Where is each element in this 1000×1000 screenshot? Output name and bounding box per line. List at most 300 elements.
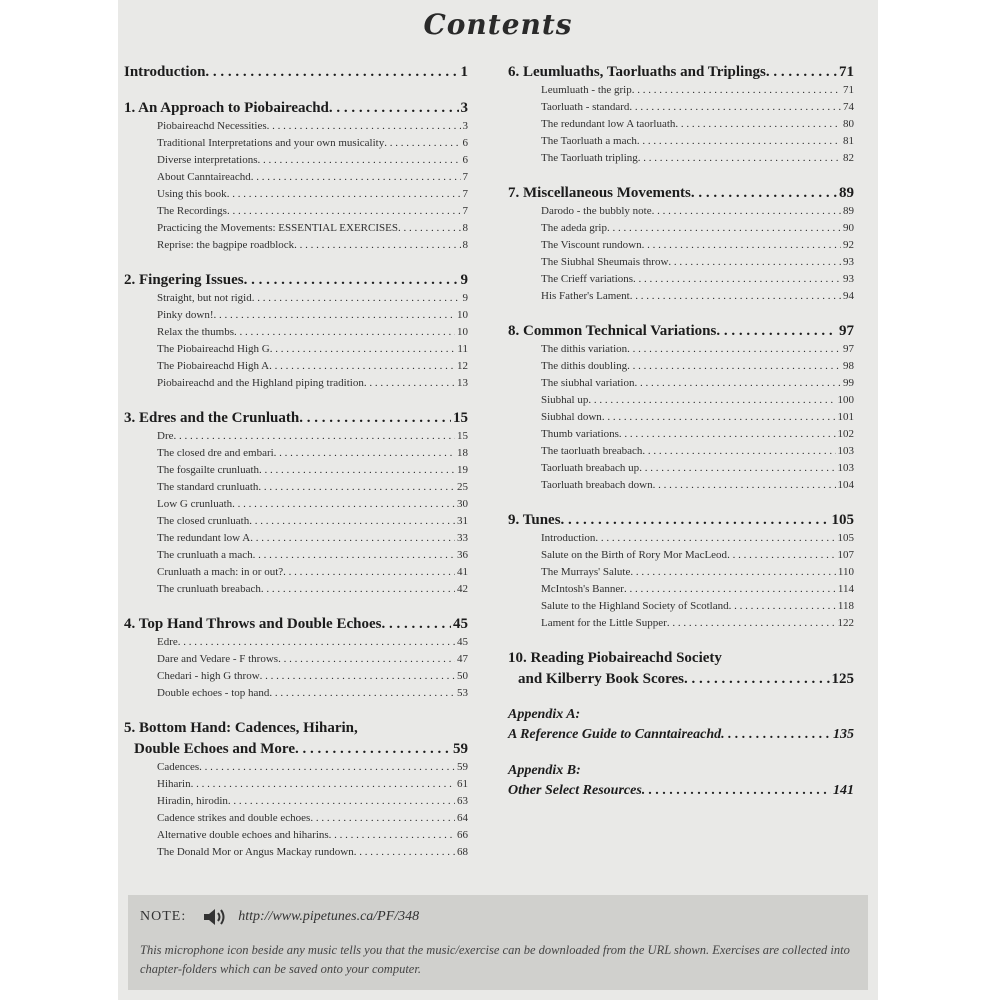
entry-label: The dithis variation [541,343,628,355]
leader-dots [627,341,841,358]
entry-label: His Father's Lament [541,290,630,302]
entry-page: 8 [462,222,468,234]
entry-page: 80 [843,118,854,130]
leader-dots [227,186,461,203]
right-column [508,62,854,817]
toc-entry[interactable] [157,307,468,324]
section-heading[interactable] [124,739,468,759]
entry-list [541,530,854,632]
leader-dots [261,581,455,598]
entry-page: 81 [843,135,854,147]
toc-entry[interactable] [157,375,468,392]
toc-entry[interactable] [541,254,854,271]
entry-page: 41 [457,566,468,578]
leader-dots [642,237,841,254]
leader-dots [354,844,455,861]
toc-section [124,718,468,861]
entry-page: 102 [837,428,854,440]
entry-page: 10 [457,309,468,321]
toc-entry[interactable] [541,150,854,167]
entry-page: 13 [457,377,468,389]
toc-entry[interactable] [157,651,468,668]
toc-entry[interactable] [541,99,854,116]
toc-entry[interactable] [157,496,468,513]
entry-page: 90 [843,222,854,234]
section-title: 2. Fingering Issues [124,272,244,288]
entry-page: 47 [457,653,468,665]
toc-entry[interactable] [541,530,854,547]
entry-label: Cadences [157,761,200,773]
toc-entry[interactable] [157,776,468,793]
toc-entry[interactable] [157,530,468,547]
section-title: 3. Edres and the Crunluath [124,410,300,426]
entry-page: 33 [457,532,468,544]
leader-dots [381,614,451,634]
entry-label: Salute to the Highland Society of Scotland [541,600,729,612]
entry-page: 122 [837,617,854,629]
toc-entry[interactable] [541,409,854,426]
toc-entry[interactable] [541,547,854,564]
toc-entry[interactable] [157,685,468,702]
toc-entry[interactable] [157,324,468,341]
leader-dots [214,307,455,324]
leader-dots [227,203,461,220]
entry-label: The Crieff variations [541,273,634,285]
leader-dots [234,324,455,341]
leader-dots [384,135,460,152]
appendix-heading[interactable] [508,725,854,745]
leader-dots [283,564,455,581]
section-page: 141 [833,783,854,798]
toc-section [508,648,854,689]
entry-label: The crunluath breabach [157,583,261,595]
toc-entry[interactable] [157,564,468,581]
toc-entry[interactable] [157,581,468,598]
leader-dots [269,685,455,702]
entry-page: 103 [837,445,854,457]
entry-label: The Taorluath a mach [541,135,637,147]
entry-label: Practicing the Movements: ESSENTIAL EXERCISES [157,222,398,234]
entry-label: Siubhal up [541,394,589,406]
page-title: Contents [423,8,573,41]
toc-entry[interactable] [157,462,468,479]
entry-page: 99 [843,377,854,389]
entry-page: 110 [837,566,854,578]
section-page: 97 [839,323,854,339]
toc-entry[interactable] [157,186,468,203]
toc-entry[interactable] [157,203,468,220]
section-page: 59 [453,741,468,757]
entry-label: The taorluath breabach [541,445,643,457]
leader-dots [602,409,836,426]
note-label: NOTE: [140,909,187,924]
toc-entry[interactable] [541,426,854,443]
entry-label: The fosgailte crunluath [157,464,260,476]
toc-entry[interactable] [541,460,854,477]
entry-page: 6 [462,154,468,166]
leader-dots [633,271,841,288]
entry-label: The Recordings [157,205,227,217]
toc-entry[interactable] [157,479,468,496]
toc-entry[interactable] [157,237,468,254]
entry-list [157,428,468,598]
entry-label: The closed dre and embari [157,447,274,459]
entry-label: Thumb variations [541,428,619,440]
entry-page: 66 [457,829,468,841]
toc-entry[interactable] [157,135,468,152]
entry-label: The redundant low A [157,532,251,544]
section-page: 105 [831,512,854,528]
leader-dots [684,669,830,689]
entry-label: Reprise: the bagpipe roadblock [157,239,295,251]
entry-page: 118 [837,600,854,612]
entry-label: Low G crunluath [157,498,233,510]
leader-dots [667,615,836,632]
entry-page: 74 [843,101,854,113]
entry-page: 101 [837,411,854,423]
toc-entry[interactable] [157,358,468,375]
entry-page: 100 [837,394,854,406]
note-row [140,907,419,927]
section-page: 125 [831,671,854,687]
entry-page: 25 [457,481,468,493]
leader-dots [270,341,456,358]
leader-dots [258,479,455,496]
toc-entry[interactable] [157,169,468,186]
appendix-label: Appendix A: [508,707,581,722]
section-title: A Reference Guide to Canntaireachd [508,727,722,742]
leader-dots [174,428,456,445]
section-page: 9 [460,272,468,288]
entry-page: 93 [843,256,854,268]
toc-entry[interactable] [541,477,854,494]
entry-label: Dre [157,430,174,442]
entry-page: 97 [843,343,854,355]
entry-page: 9 [462,292,468,304]
toc-entry[interactable] [157,634,468,651]
section-heading[interactable] [124,98,468,118]
leader-dots [269,358,455,375]
speaker-icon [202,907,228,927]
entry-page: 10 [457,326,468,338]
toc-entry[interactable] [157,547,468,564]
leader-dots [675,116,841,133]
leader-dots [260,668,455,685]
entry-page: 107 [837,549,854,561]
section-heading[interactable] [508,510,854,530]
entry-page: 53 [457,687,468,699]
section-heading[interactable] [124,270,468,290]
leader-dots [250,530,455,547]
entry-label: Dare and Vedare - F throws [157,653,279,665]
section-title[interactable]: 5. Bottom Hand: Cadences, Hiharin, [124,720,358,736]
toc-entry[interactable] [157,428,468,445]
leader-dots [632,82,841,99]
toc-entry[interactable] [541,615,854,632]
leader-dots [364,375,455,392]
toc-entry[interactable] [541,358,854,375]
leader-dots [232,496,455,513]
entry-label: Taorluath - standard [541,101,630,113]
entry-label: The closed crunluath [157,515,250,527]
entry-page: 50 [457,670,468,682]
toc-entry[interactable] [157,668,468,685]
section-page: 135 [833,727,854,742]
entry-page: 19 [457,464,468,476]
leader-dots [634,375,841,392]
leader-dots [637,133,841,150]
note-url[interactable]: http://www.pipetunes.ca/PF/348 [238,909,420,924]
leader-dots [329,827,455,844]
toc-entry[interactable] [157,810,468,827]
leader-dots [398,220,461,237]
entry-label: Cadence strikes and double echoes [157,812,311,824]
leader-dots [274,445,455,462]
toc-entry[interactable] [157,152,468,169]
entry-label: Darodo - the bubbly note [541,205,652,217]
leader-dots [619,426,836,443]
leader-dots [630,564,836,581]
leader-dots [259,462,455,479]
toc-section [508,62,854,167]
entry-label: The Donald Mor or Angus Mackay rundown [157,846,354,858]
leader-dots [630,288,841,305]
leader-dots [729,598,836,615]
entry-label: Using this book [157,188,227,200]
leader-dots [716,321,837,341]
leader-dots [249,513,455,530]
leader-dots [199,759,455,776]
entry-page: 42 [457,583,468,595]
entry-label: The adeda grip [541,222,607,234]
toc-section [508,183,854,305]
entry-list [157,290,468,392]
entry-page: 61 [457,778,468,790]
toc-entry[interactable] [541,220,854,237]
toc-entry[interactable] [541,116,854,133]
toc-entry[interactable] [541,581,854,598]
section-heading[interactable] [124,62,468,82]
leader-dots [244,270,459,290]
entry-label: The siubhal variation [541,377,635,389]
toc-entry[interactable] [157,220,468,237]
entry-label: Introduction [541,532,596,544]
entry-label: The redundant low A taorluath [541,118,676,130]
entry-label: The Taorluath tripling [541,152,638,164]
entry-page: 45 [457,636,468,648]
entry-label: About Canntaireachd [157,171,251,183]
entry-page: 7 [462,205,468,217]
leader-dots [329,98,459,118]
toc-entry[interactable] [541,375,854,392]
leader-dots [624,581,836,598]
toc-section [124,270,468,392]
note-text: This microphone icon beside any music tells you that the music/exercise can be downloaded from the URL shown. Exercises are collected into chapter-folders which can be saved onto your computer. [140,943,850,976]
toc-entry[interactable] [541,271,854,288]
entry-label: Salute on the Birth of Rory Mor MacLeod [541,549,728,561]
leader-dots [639,460,835,477]
page [118,0,878,1000]
section-heading[interactable] [508,669,854,689]
entry-page: 89 [843,205,854,217]
toc-entry[interactable] [541,288,854,305]
note-box [128,895,868,990]
entry-page: 18 [457,447,468,459]
entry-page: 7 [462,171,468,183]
toc-entry[interactable] [541,392,854,409]
section-title: and Kilberry Book Scores [518,671,684,687]
entry-label: Chedari - high G throw [157,670,260,682]
entry-page: 36 [457,549,468,561]
toc-entry[interactable] [541,341,854,358]
entry-page: 6 [462,137,468,149]
toc-entry[interactable] [541,237,854,254]
appendix-heading[interactable] [508,781,854,801]
entry-page: 93 [843,273,854,285]
toc-section [508,510,854,632]
section-heading[interactable] [508,62,854,82]
leader-dots [205,62,458,82]
toc-entry[interactable] [541,133,854,150]
section-title: Introduction [124,64,206,80]
toc-entry[interactable] [157,759,468,776]
section-title: 8. Common Technical Variations [508,323,717,339]
entry-list [157,759,468,861]
entry-list [541,341,854,494]
entry-label: Hiradin, hirodin [157,795,228,807]
toc-entry[interactable] [157,341,468,358]
entry-label: McIntosh's Banner [541,583,624,595]
entry-label: Double echoes - top hand [157,687,270,699]
toc-entry[interactable] [157,445,468,462]
toc-entry[interactable] [157,793,468,810]
leader-dots [638,150,841,167]
section-title: Other Select Resources [508,783,642,798]
entry-page: 59 [457,761,468,773]
leader-dots [251,169,461,186]
entry-page: 12 [457,360,468,372]
entry-page: 63 [457,795,468,807]
leader-dots [228,793,455,810]
toc-entry[interactable] [541,598,854,615]
section-page: 45 [453,616,468,632]
leader-dots [252,290,461,307]
toc-section [508,321,854,494]
section-title: 9. Tunes [508,512,561,528]
toc-entry[interactable] [541,82,854,99]
leader-dots [595,530,835,547]
entry-label: Siubhal down [541,411,602,423]
entry-page: 64 [457,812,468,824]
leader-dots [652,203,841,220]
appendix-label: Appendix B: [508,763,581,778]
leader-dots [258,152,461,169]
section-title: 1. An Approach to Piobaireachd [124,100,329,116]
section-heading[interactable] [124,408,468,428]
entry-label: Diverse interpretations [157,154,258,166]
toc-section [124,408,468,598]
section-page: 71 [839,64,854,80]
section-page: 89 [839,185,854,201]
leader-dots [299,408,451,428]
entry-page: 31 [457,515,468,527]
toc-entry[interactable] [157,827,468,844]
entry-label: Leumluath - the grip [541,84,632,96]
entry-list [541,82,854,167]
entry-label: The dithis doubling [541,360,628,372]
entry-page: 104 [837,479,854,491]
toc-section [124,614,468,702]
section-heading[interactable] [508,321,854,341]
entry-page: 7 [462,188,468,200]
entry-page: 114 [837,583,854,595]
leader-dots [191,776,455,793]
entry-label: The Viscount rundown [541,239,642,251]
toc-entry[interactable] [541,564,854,581]
toc-section [124,98,468,254]
leader-dots [295,739,451,759]
toc-entry[interactable] [157,290,468,307]
entry-page: 71 [843,84,854,96]
leader-dots [653,477,836,494]
entry-label: Hiharin [157,778,191,790]
entry-label: Pinky down! [157,309,214,321]
leader-dots [267,118,461,135]
toc-entry[interactable] [157,513,468,530]
toc-entry[interactable] [157,844,468,861]
entry-label: The Piobaireachd High G [157,343,270,355]
section-page: 1 [460,64,468,80]
toc-entry[interactable] [541,443,854,460]
entry-label: Alternative double echoes and hiharins [157,829,329,841]
left-column [124,62,468,877]
entry-label: Taorluath breabach down [541,479,653,491]
leader-dots [627,358,841,375]
entry-label: Piobaireachd and the Highland piping tradition [157,377,364,389]
entry-label: Straight, but not rigid [157,292,252,304]
entry-label: Lament for the Little Supper [541,617,667,629]
section-heading[interactable] [508,183,854,203]
entry-page: 30 [457,498,468,510]
leader-dots [294,237,460,254]
toc-entry[interactable] [157,118,468,135]
entry-page: 11 [457,343,468,355]
entry-page: 105 [837,532,854,544]
leader-dots [278,651,455,668]
entry-page: 94 [843,290,854,302]
entry-label: Crunluath a mach: in or out? [157,566,284,578]
section-title: 4. Top Hand Throws and Double Echoes [124,616,382,632]
entry-page: 15 [457,430,468,442]
section-title[interactable]: 10. Reading Piobaireachd Society [508,650,722,666]
entry-label: Taorluath breabach up [541,462,640,474]
entry-page: 98 [843,360,854,372]
leader-dots [727,547,835,564]
leader-dots [253,547,455,564]
section-heading[interactable] [124,614,468,634]
entry-page: 3 [462,120,468,132]
section-page: 3 [460,100,468,116]
toc-entry[interactable] [541,203,854,220]
entry-label: Piobaireachd Necessities [157,120,267,132]
entry-label: Edre [157,636,178,648]
entry-list [541,203,854,305]
leader-dots [629,99,841,116]
section-title: 7. Miscellaneous Movements [508,185,691,201]
leader-dots [642,443,835,460]
entry-page: 8 [462,239,468,251]
leader-dots [178,634,455,651]
